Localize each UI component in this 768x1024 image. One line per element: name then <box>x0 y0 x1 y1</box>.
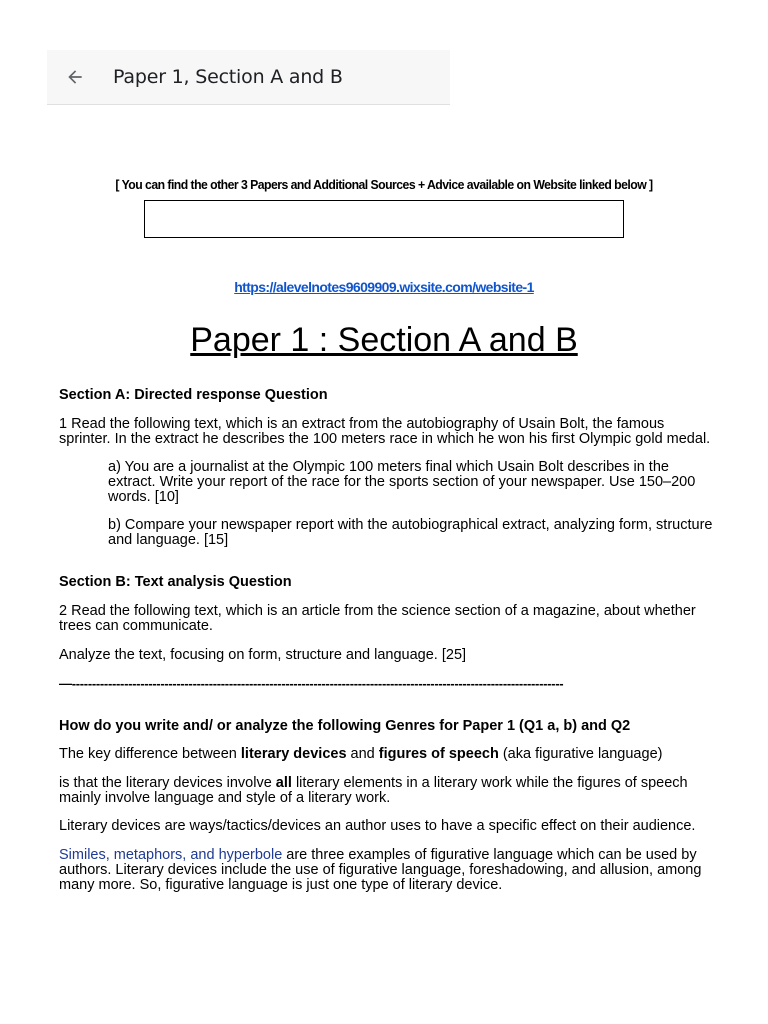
website-link-container <box>0 279 768 297</box>
document-title: Paper 1, Section A and B <box>113 66 343 88</box>
p4-highlight: Similes, metaphors, and hyperbole <box>59 847 283 863</box>
genres-paragraph-3: Literary devices are ways/tactics/devices an author uses to have a specific effect on their audience. <box>59 818 696 834</box>
section-b-heading: Section B: Text analysis Question <box>59 574 292 590</box>
p1-bold-literary-devices: literary devices <box>240 746 347 762</box>
p4-text-rest: are three examples of figurative language which can be used by authors. Literary devices include the use of figurative language, foreshadowing, and allusion, among many more. So, figurative language is just one type of literary device. <box>59 847 702 893</box>
empty-box <box>144 200 624 238</box>
analyze-instruction: Analyze the text, focusing on form, structure and language. [25] <box>59 647 467 663</box>
notice-text: [ You can find the other 3 Papers and Additional Sources + Advice available on Website linked below ] <box>115 178 653 192</box>
genres-heading: How do you write and/ or analyze the following Genres for Paper 1 (Q1 a, b) and Q2 <box>59 718 631 734</box>
p1-text-end: (aka figurative language) <box>498 746 663 762</box>
page-title: Paper 1 : Section A and B <box>190 321 578 359</box>
document-header <box>47 50 450 105</box>
document-body <box>59 388 719 933</box>
question-1b: b) Compare your newspaper report with the autobiographical extract, analyzing form, structure and language. [15] <box>108 517 713 548</box>
arrow-left-icon <box>65 67 85 87</box>
section-a-heading: Section A: Directed response Question <box>59 388 328 403</box>
p1-text-start: The key difference between <box>59 746 241 762</box>
divider-line: —-------------------------------------------------------------------------------------------------------------------------- <box>59 676 564 691</box>
p2-text-start: is that the literary devices involve <box>59 775 276 791</box>
p1-text-mid: and <box>346 746 379 762</box>
genres-paragraph-1 <box>59 747 719 762</box>
genres-paragraph-4 <box>59 848 719 893</box>
website-link[interactable]: https://alevelnotes9609909.wixsite.com/website-1 <box>234 279 534 295</box>
question-1: 1 Read the following text, which is an extract from the autobiography of Usain Bolt, the famous sprinter. In the extract he describes the 100 meters race in which he won his first Olympic gold medal. <box>59 416 711 447</box>
question-2: 2 Read the following text, which is an article from the science section of a magazine, about whether trees can communicate. <box>59 603 696 634</box>
p1-bold-figures-of-speech: figures of speech <box>378 746 499 762</box>
question-1a: a) You are a journalist at the Olympic 100 meters final which Usain Bolt describes in the extract. Write your report of the race for the sports section of your newspaper. Use 150–200 words. [10] <box>108 459 696 505</box>
p2-bold-all: all <box>275 775 292 791</box>
p2-text-end: literary elements in a literary work while the figures of speech mainly involve language and style of a literary work. <box>59 775 688 806</box>
genres-paragraph-2 <box>59 776 719 806</box>
back-button[interactable] <box>63 65 87 89</box>
